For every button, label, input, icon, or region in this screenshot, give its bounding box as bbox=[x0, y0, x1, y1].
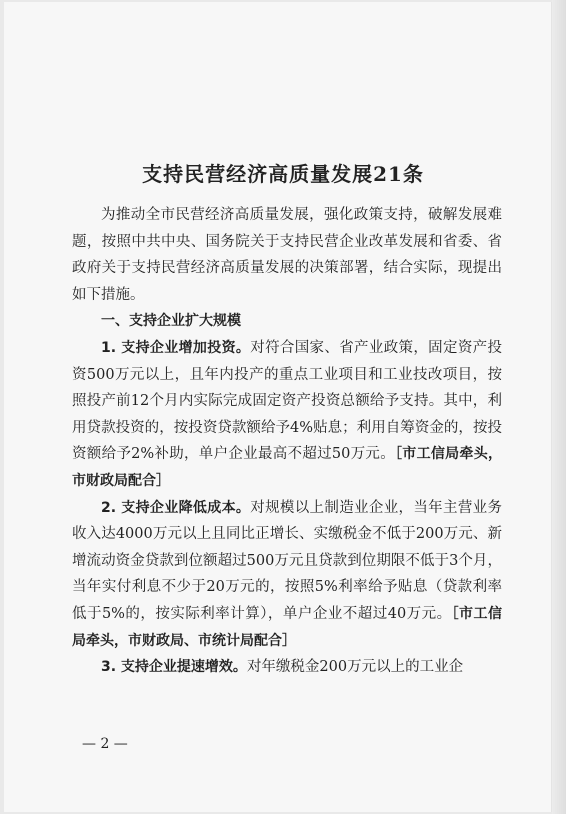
page-number: — 2 — bbox=[82, 736, 128, 752]
document-title: 支持民营经济高质量发展21条 bbox=[142, 162, 424, 186]
intro-paragraph: 为推动全市民营经济高质量发展，强化政策支持，破解发展难题，按照中共中央、国务院关于支持民营企业改革发展和省委、省政府关于支持民营经济高质量发展的决策部署，结合实际，现提出如下措施。 bbox=[72, 207, 502, 303]
item-3-text: 对年缴税金200万元以上的工业企 bbox=[246, 659, 464, 676]
item-3-head: 3. 支持企业提速增效。 bbox=[101, 659, 247, 676]
section-heading bbox=[72, 308, 502, 335]
item-3 bbox=[72, 654, 502, 681]
item-1-text: 对符合国家、省产业政策，固定资产投资500万元以上，且年内投产的重点工业项目和工业技改项目，按照投产前12个月内实际完成固定资产投资总额给予支持。其中，利用贷款投资的，按投资贷款额给予4%贴息；利用自筹资金的，按投资额给予2%补助，单户企业最高不超过50万元。 bbox=[72, 339, 503, 463]
item-2-note: ［市工信局牵头，市财政局、市统计局配合］ bbox=[72, 605, 503, 649]
item-2-text: 对规模以上制造业企业，当年主营业务收入达4000万元以上且同比正增长、实缴税金不低于200万元、新增流动资金贷款到位额超过500万元且贷款到位期限不低于3个月，当年实付利息不少于20万元的，按照5%利率给予贴息（贷款利率低于5%的，按实际利率计算），单户企业不超过40万元。 bbox=[72, 499, 503, 622]
section-heading-text: 一、支持企业扩大规模 bbox=[101, 313, 241, 330]
item-2-head: 2. 支持企业降低成本。 bbox=[101, 499, 251, 516]
item-1-head: 1. 支持企业增加投资。 bbox=[101, 339, 251, 356]
page-edge bbox=[552, 0, 566, 814]
item-1 bbox=[72, 335, 502, 495]
item-1-note: ［市工信局牵头，市财政局配合］ bbox=[72, 446, 503, 489]
document-body bbox=[72, 202, 502, 681]
item-2 bbox=[72, 495, 502, 655]
